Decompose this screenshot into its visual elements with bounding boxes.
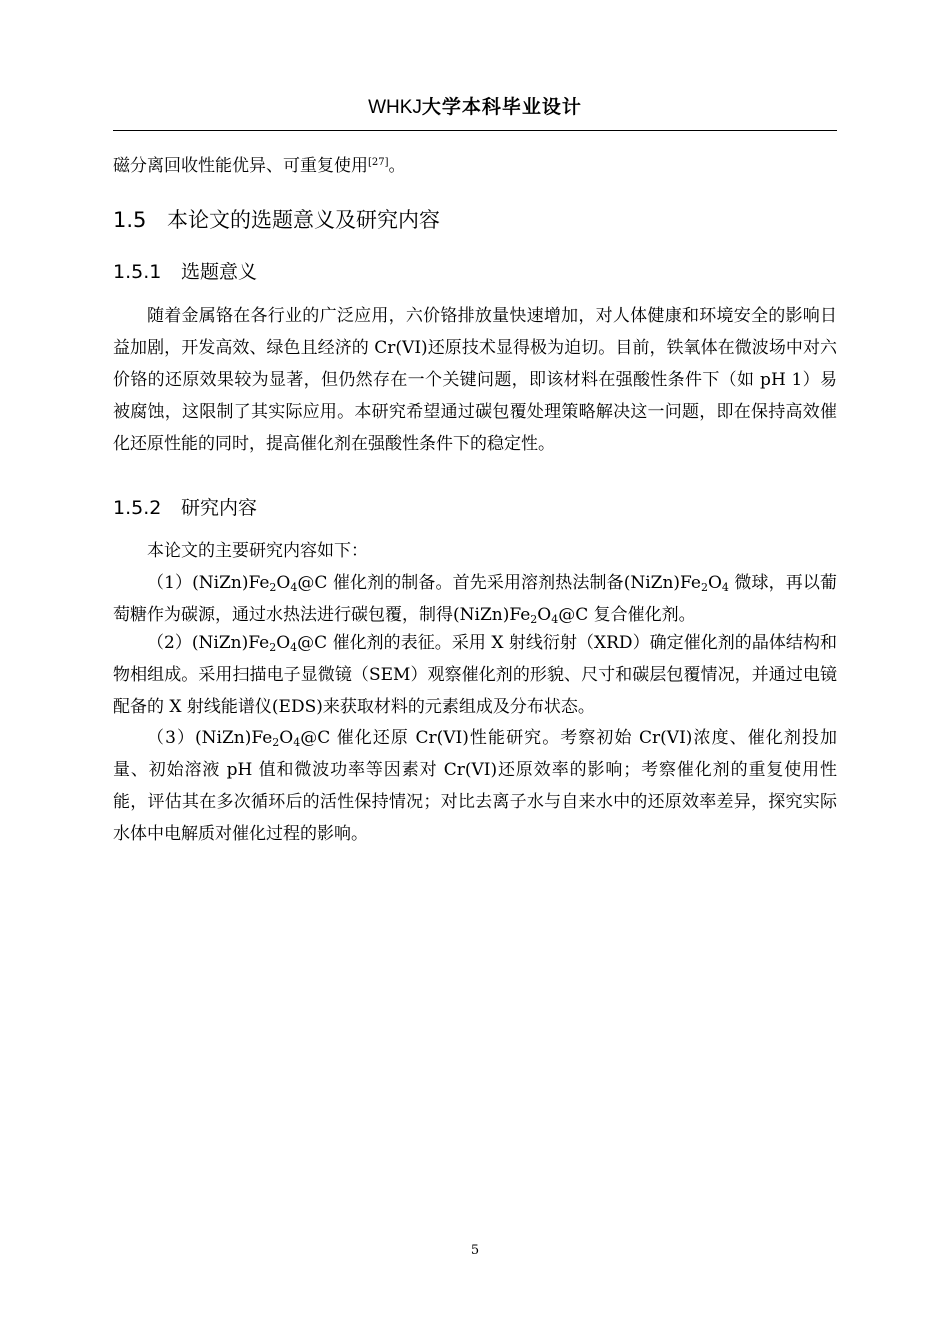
subsection-number: 1.5.2 xyxy=(113,497,162,519)
header-rule xyxy=(113,130,837,131)
header-latin: WHKJ xyxy=(368,97,422,118)
subsection-number: 1.5.1 xyxy=(113,261,162,283)
citation: [27] xyxy=(368,157,389,168)
page-number: 5 xyxy=(470,1243,480,1258)
list-item-3: $(3)(NiZn)Fe_2O_4@C$ 催化还原 Cr(VI)性能研究。考察初始 Cr(VI)浓度、催化剂投加量、初始溶液 pH 值和微波功率等因素对 Cr(VI)还原效率的影响；考察催化剂的重复使用性能，评估其在多次循环后的活性保持情况；对比去离子水与自来水中的还原效率差异，探究实际水体中电解质对催化过程的影响。 xyxy=(113,728,837,844)
running-header xyxy=(113,92,837,119)
subsection-title: 选题意义 xyxy=(181,261,258,283)
list-item-2: $(2)(NiZn)Fe_2O_4@C$ 催化剂的表征。采用 X 射线衍射（XRD）确定催化剂的晶体结构和物相组成。采用扫描电子显微镜（SEM）观察催化剂的形貌、尺寸和碳层包覆情况，并通过电镜配备的 X 射线能谱仪(EDS)来获取材料的元素组成及分布状态。 xyxy=(113,633,837,717)
list-item-1: $(1)(NiZn)Fe_2O_4@C$ 催化剂的制备。首先采用溶剂热法制备$(NiZn)Fe_2O_4$ 微球，再以葡萄糖作为碳源，通过水热法进行碳包覆，制得$(NiZn)Fe_2O_4@C$ 复合催化剂。 xyxy=(113,573,837,626)
header-title: 大学本科毕业设计 xyxy=(421,96,582,118)
intro-line: 磁分离回收性能优异、可重复使用[27]。 xyxy=(113,156,406,176)
subsection-heading-2 xyxy=(113,493,257,523)
paragraph-lead: 本论文的主要研究内容如下： xyxy=(147,541,368,561)
paragraph-significance: 随着金属铬在各行业的广泛应用，六价铬排放量快速增加，对人体健康和环境安全的影响日益加剧，开发高效、绿色且经济的 Cr(VI)还原技术显得极为迫切。目前，铁氧体在微波场中对六价铬的还原效果较为显著，但仍然存在一个关键问题，即该材料在强酸性条件下（如 pH 1）易被腐蚀，这限制了其实际应用。本研究希望通过碳包覆处理策略解决这一问题，即在保持高效催化还原性能的同时，提高催化剂在强酸性条件下的稳定性。 xyxy=(113,306,837,454)
section-number: 1.5 xyxy=(113,208,147,232)
subsection-heading-1 xyxy=(113,257,257,287)
section-heading xyxy=(113,204,440,236)
section-title: 本论文的选题意义及研究内容 xyxy=(167,208,440,232)
subsection-title: 研究内容 xyxy=(181,497,258,519)
